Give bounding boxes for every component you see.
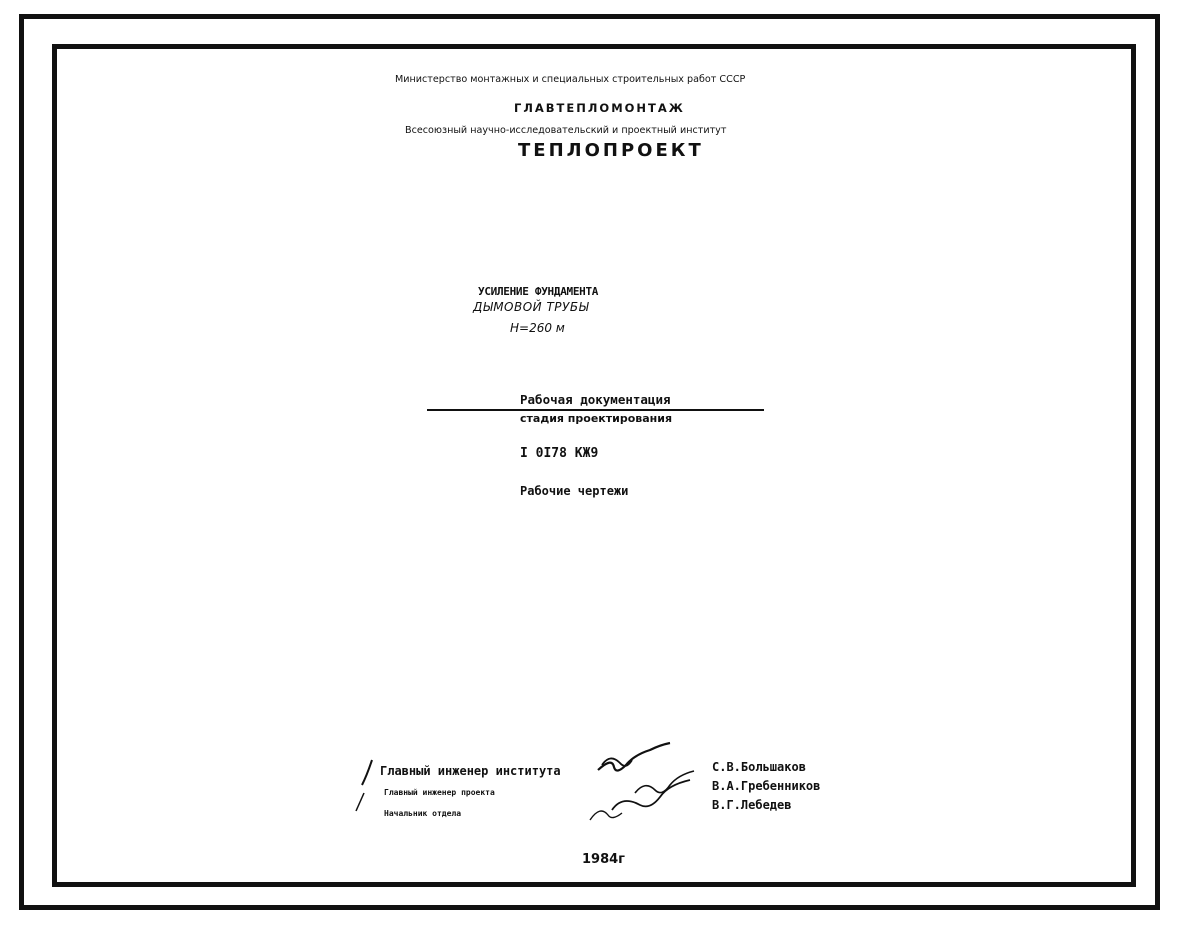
documentation-type: Рабочая документация bbox=[520, 392, 671, 407]
design-stage: стадия проектирования bbox=[520, 412, 673, 425]
handwritten-signatures bbox=[350, 735, 710, 835]
divider-line bbox=[427, 409, 764, 411]
institute-description: Всесоюзный научно-исследовательский и проектный институт bbox=[405, 125, 727, 136]
signatory-name-1: С.В.Большаков bbox=[712, 760, 806, 774]
signatory-title-chief-engineer-project: Главный инженер проекта bbox=[384, 788, 495, 797]
document-code: I 0I78 КЖ9 bbox=[520, 446, 599, 461]
trust-heading: ГЛАВТЕПЛОМОНТАЖ bbox=[514, 101, 685, 115]
institute-name: ТЕПЛОПРОЕКТ bbox=[518, 140, 704, 161]
signatory-title-chief-engineer-institute: Главный инженер института bbox=[380, 764, 561, 778]
project-title-line-1: УСИЛЕНИЕ ФУНДАМЕНТА bbox=[478, 285, 599, 298]
project-title-line-2: ДЫМОВОЙ ТРУБЫ bbox=[473, 300, 589, 314]
ministry-heading: Министерство монтажных и специальных строительных работ СССР bbox=[395, 74, 746, 85]
signatory-name-3: В.Г.Лебедев bbox=[712, 798, 792, 812]
document-set-name: Рабочие чертежи bbox=[520, 484, 629, 498]
project-title-line-3: Н=260 м bbox=[510, 321, 565, 335]
signatory-name-2: В.А.Гребенников bbox=[712, 779, 821, 793]
signatory-title-department-head: Начальник отдела bbox=[384, 809, 462, 818]
document-year: 1984г bbox=[582, 852, 625, 867]
